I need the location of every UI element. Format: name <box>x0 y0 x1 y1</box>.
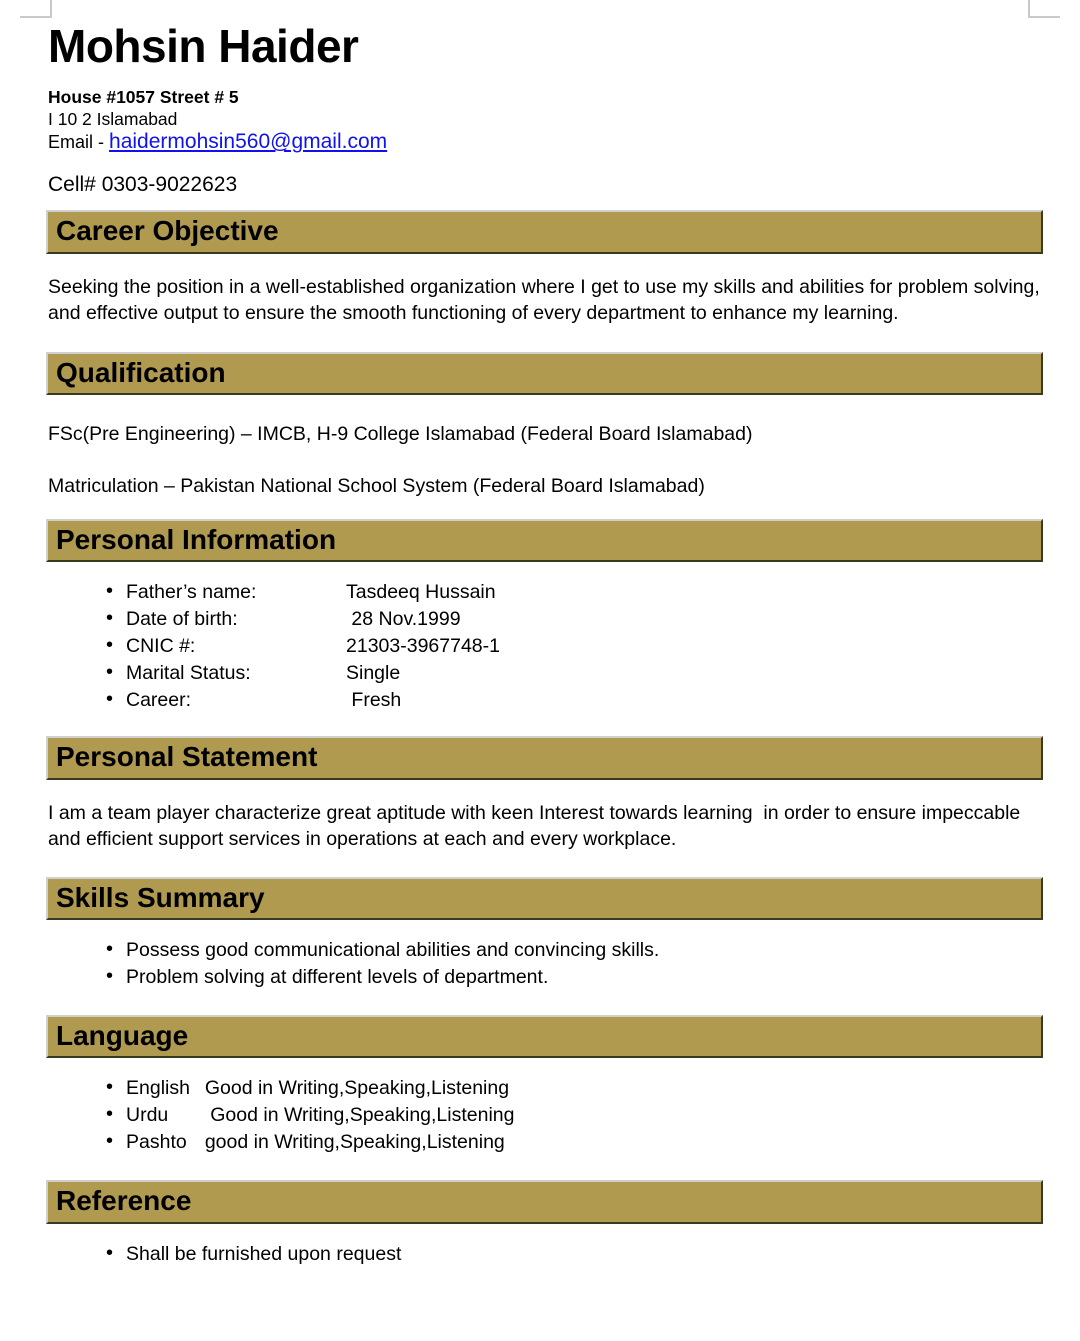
section-header-qualification <box>46 352 1043 395</box>
list-item <box>100 1102 1043 1129</box>
list-item <box>100 633 1043 660</box>
personal-info-key: Career: <box>126 689 192 712</box>
career-objective-body: Seeking the position in a well-established organization where I get to use my skills and abilities for problem solving, and effective output to ensure the smooth functioning of every department to enhance my learning. <box>48 275 1046 324</box>
section-header-skills-summary <box>46 877 1043 920</box>
list-item: • Problem solving at different levels of department. <box>100 964 1043 991</box>
personal-statement-body: I am a team player characterize great aptitude with keen Interest towards learning in order to ensure impeccable and efficient support services in operations at each and every workplace. <box>48 801 1026 850</box>
reference-list <box>100 1241 1043 1268</box>
qualification-line-1: FSc(Pre Engineering) – IMCB, H-9 College Islamabad (Federal Board Islamabad) <box>48 423 753 446</box>
language-list <box>100 1075 1043 1156</box>
address-line-1: House #1057 Street # 5 <box>48 87 239 108</box>
section-header-language <box>46 1015 1043 1058</box>
qualification-line-2: Matriculation – Pakistan National School System (Federal Board Islamabad) <box>48 475 705 498</box>
list-item <box>100 660 1043 687</box>
language-name: English <box>126 1077 190 1100</box>
section-header-personal-statement <box>46 736 1043 779</box>
list-item: • Possess good communicational abilities and convincing skills. <box>100 937 1043 964</box>
personal-info-value: 28 Nov.1999 <box>346 608 461 631</box>
language-name: Pashto <box>126 1131 187 1154</box>
list-item <box>100 1075 1043 1102</box>
page-title: Mohsin Haider <box>48 20 359 72</box>
list-item <box>100 1129 1043 1156</box>
section-title: Skills Summary <box>56 881 265 913</box>
list-item <box>100 687 1043 714</box>
personal-info-value: Tasdeeq Hussain <box>346 581 496 604</box>
section-title: Personal Statement <box>56 741 318 773</box>
personal-info-value: Fresh <box>346 689 402 712</box>
email-label: Email - <box>48 132 110 153</box>
skills-summary-list <box>100 937 1043 991</box>
list-item: • Shall be furnished upon request <box>100 1241 1043 1268</box>
personal-information-list <box>100 579 1043 714</box>
language-proficiency: Good in Writing,Speaking,Listening <box>194 1077 510 1100</box>
section-title: Career Objective <box>56 215 279 247</box>
section-title: Qualification <box>56 356 226 388</box>
personal-info-key: Date of birth: <box>126 608 238 631</box>
language-name: Urdu <box>126 1104 169 1127</box>
section-title: Reference <box>56 1185 192 1217</box>
resume-content <box>46 20 1046 1268</box>
email-row <box>48 131 1043 153</box>
section-header-career-objective <box>46 210 1043 253</box>
list-item <box>100 579 1043 606</box>
personal-info-value: Single <box>346 662 401 685</box>
cell-line: Cell# 0303-9022623 <box>48 173 238 197</box>
personal-info-value: 21303-3967748-1 <box>346 635 500 658</box>
list-item <box>100 606 1043 633</box>
personal-info-key: Marital Status: <box>126 662 251 685</box>
personal-info-key: Father’s name: <box>126 581 257 604</box>
section-header-reference <box>46 1180 1043 1223</box>
personal-info-key: CNIC #: <box>126 635 196 658</box>
email-link[interactable]: haidermohsin560@gmail.com <box>109 130 388 154</box>
section-header-personal-information <box>46 519 1043 562</box>
section-title: Language <box>56 1020 189 1052</box>
language-proficiency: Good in Writing,Speaking,Listening <box>194 1104 515 1127</box>
address-line-2: I 10 2 Islamabad <box>48 109 178 130</box>
language-proficiency: good in Writing,Speaking,Listening <box>194 1131 505 1154</box>
resume-header <box>46 22 1043 197</box>
section-title: Personal Information <box>56 524 337 556</box>
